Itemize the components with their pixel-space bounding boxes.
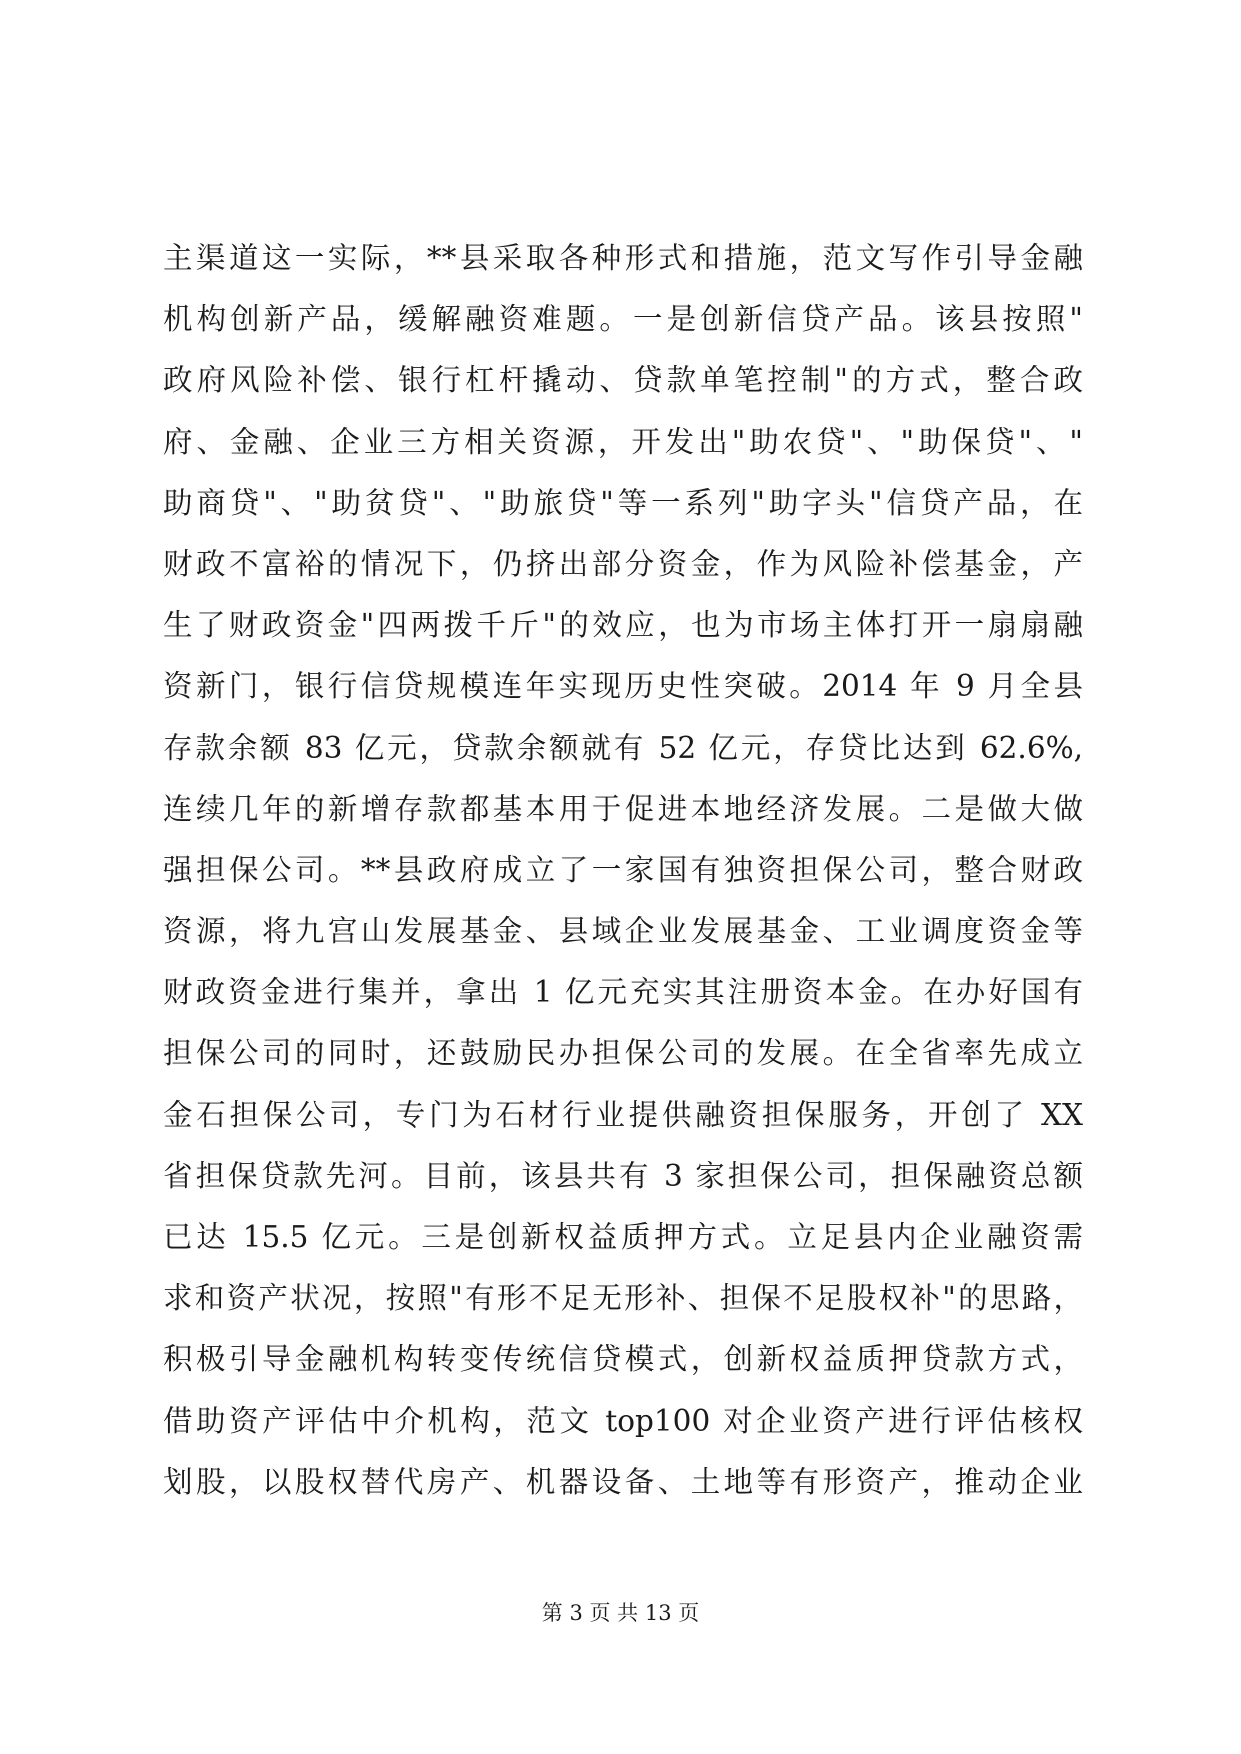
text-line: 政府风险补偿、银行杠杆撬动、贷款单笔控制"的方式，整合政 — [163, 363, 1083, 398]
text-line: 府、金融、企业三方相关资源，开发出"助农贷"、"助保贷"、" — [163, 424, 1083, 459]
text-line: 强担保公司。**县政府成立了一家国有独资担保公司，整合财政 — [163, 852, 1083, 887]
body-text — [163, 228, 1083, 1513]
page-number: 第 3 页 共 13 页 — [541, 1601, 700, 1625]
text-line: 资源，将九宫山发展基金、县域企业发展基金、工业调度资金等 — [163, 914, 1083, 949]
text-line: 财政资金进行集并，拿出 1 亿元充实其注册资本金。在办好国有 — [163, 975, 1083, 1010]
text-line: 借助资产评估中介机构，范文 top100 对企业资产进行评估核权 — [163, 1403, 1083, 1438]
text-line: 划股，以股权替代房产、机器设备、土地等有形资产，推动企业 — [163, 1464, 1083, 1499]
text-line: 积极引导金融机构转变传统信贷模式，创新权益质押贷款方式， — [163, 1342, 1083, 1377]
text-line: 生了财政资金"四两拨千斤"的效应，也为市场主体打开一扇扇融 — [163, 608, 1083, 643]
text-line: 担保公司的同时，还鼓励民办担保公司的发展。在全省率先成立 — [163, 1036, 1083, 1071]
text-line: 求和资产状况，按照"有形不足无形补、担保不足股权补"的思路， — [163, 1281, 1083, 1316]
text-line: 资新门，银行信贷规模连年实现历史性突破。2014 年 9 月全县 — [163, 669, 1083, 704]
text-line: 机构创新产品，缓解融资难题。一是创新信贷产品。该县按照" — [163, 302, 1083, 337]
text-line: 财政不富裕的情况下，仍挤出部分资金，作为风险补偿基金，产 — [163, 546, 1083, 581]
page-footer — [0, 1598, 1241, 1628]
text-line: 主渠道这一实际，**县采取各种形式和措施，范文写作引导金融 — [163, 241, 1083, 275]
text-line: 连续几年的新增存款都基本用于促进本地经济发展。二是做大做 — [163, 791, 1083, 826]
text-line: 省担保贷款先河。目前，该县共有 3 家担保公司，担保融资总额 — [163, 1158, 1083, 1193]
text-line: 存款余额 83 亿元，贷款余额就有 52 亿元，存贷比达到 62.6%, — [163, 730, 1083, 765]
text-line: 金石担保公司，专门为石材行业提供融资担保服务，开创了 XX — [163, 1097, 1083, 1132]
text-line: 已达 15.5 亿元。三是创新权益质押方式。立足县内企业融资需 — [163, 1220, 1083, 1254]
text-line: 助商贷"、"助贫贷"、"助旅贷"等一系列"助字头"信贷产品，在 — [163, 485, 1083, 520]
